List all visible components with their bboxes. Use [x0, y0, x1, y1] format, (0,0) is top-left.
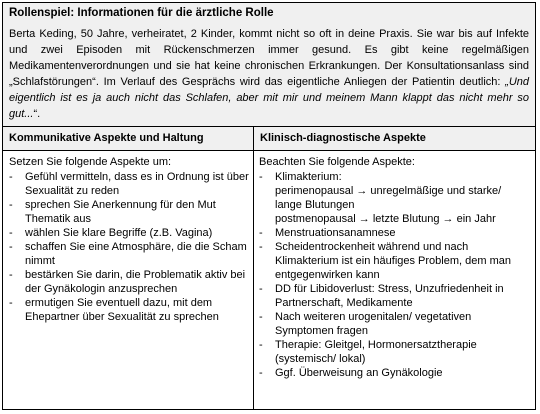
patient-quote: „Und eigentlich ist es ja auch nicht das Schlafen, aber mit mir und meinem Mann klappt das nicht mehr so gut...	[9, 76, 529, 120]
list-item: - Therapie: Gleitgel, Hormonersatztherapie (systemisch/ lokal)	[259, 338, 531, 366]
communicative-aspects-list	[9, 170, 249, 324]
list-item: - Ggf. Überweisung an Gynäkologie	[259, 366, 531, 380]
left-column-heading: Kommunikative Aspekte und Haltung	[9, 132, 204, 144]
list-item: - wählen Sie klare Begriffe (z.B. Vagina)	[9, 226, 249, 240]
list-item: - schaffen Sie eine Atmosphäre, die die Scham nimmt	[9, 240, 249, 268]
list-item: - Gefühl vermitteln, dass es in Ordnung ist über Sexualität zu reden	[9, 170, 249, 198]
klimakterium-perimenopausal: perimenopausal → unregelmäßige und starke/ lange Blutungen	[275, 185, 502, 211]
intro-section	[3, 3, 535, 127]
column-headers	[3, 127, 535, 151]
column-divider	[253, 127, 254, 410]
intro-body: Berta Keding, 50 Jahre, verheiratet, 2 Kinder, kommt nicht so oft in deine Praxis. Sie war bis auf Infekte und zwei Episoden mit Rückenschmerzen immer gesund. Es gibt keine regelmäßigen Medikamentenverordnungen und sie hat keine chronischen Erkrankungen. Der Konsultationsanlass sind „Schlafstörungen“. Im Verlauf des Gesprächs wird das eigentliche Anliegen der Patientin deutlich:	[9, 28, 529, 88]
intro-text	[9, 26, 529, 122]
right-column-intro: Beachten Sie folgende Aspekte:	[259, 156, 415, 168]
right-column-heading: Klinisch-diagnostische Aspekte	[260, 132, 426, 144]
role-info-table	[2, 2, 536, 410]
list-item: - Nach weiteren urogenitalen/ vegetativen Symptomen fragen	[259, 310, 531, 338]
clinical-aspects-column	[259, 151, 531, 380]
patient-quote-end: “.	[33, 108, 41, 120]
klimakterium-postmenopausal: postmenopausal → letzte Blutung → ein Jahr	[275, 213, 496, 225]
list-item: - Menstruationsanamnese	[259, 226, 531, 240]
klimakterium-label: - Klimakterium:	[275, 171, 342, 183]
list-item: - DD für Libidoverlust: Stress, Unzufriedenheit in Partnerschaft, Medikamente	[259, 282, 531, 310]
list-item-klimakterium	[259, 170, 531, 226]
list-item: - ermutigen Sie eventuell dazu, mit dem Ehepartner über Sexualität zu sprechen	[9, 296, 249, 324]
left-column-intro: Setzen Sie folgende Aspekte um:	[9, 156, 172, 168]
communicative-aspects-column	[9, 151, 249, 324]
clinical-aspects-list	[259, 170, 531, 380]
list-item: - sprechen Sie Anerkennung für den Mut Thematik aus	[9, 198, 249, 226]
list-item: - bestärken Sie darin, die Problematik aktiv bei der Gynäkologin anzusprechen	[9, 268, 249, 296]
list-item: - Scheidentrockenheit während und nach Klimakterium ist ein häufiges Problem, dem man entgegenwirken kann	[259, 240, 531, 282]
intro-title: Rollenspiel: Informationen für die ärztliche Rolle	[9, 7, 274, 19]
